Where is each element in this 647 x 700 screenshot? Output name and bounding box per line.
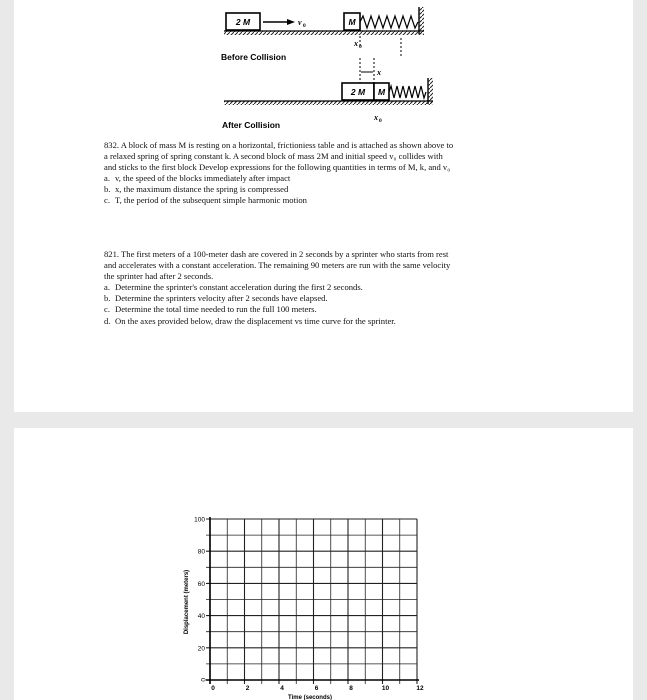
part-label: d. bbox=[104, 315, 111, 326]
graph-axes bbox=[206, 517, 419, 684]
x-tick-label: 4 bbox=[280, 685, 284, 692]
part-text: v, the speed of the blocks immediately after impact bbox=[115, 173, 291, 184]
block-2m-after-label: 2 M bbox=[350, 87, 366, 97]
graph-grid bbox=[206, 519, 417, 684]
x-tick-labels bbox=[211, 685, 424, 692]
problem-821-part-c bbox=[104, 304, 554, 315]
velocity-subscript: 0 bbox=[303, 23, 306, 29]
displacement-time-graph bbox=[14, 428, 633, 700]
x-tick-label: 12 bbox=[416, 685, 424, 692]
y-tick-label: 60 bbox=[197, 580, 205, 588]
problem-832 bbox=[104, 140, 554, 207]
x-tick-label: 10 bbox=[381, 685, 390, 692]
part-text: T, the period of the subsequent simple harmonic motion bbox=[115, 195, 307, 206]
velocity-label: v bbox=[298, 18, 302, 27]
spring-before bbox=[360, 16, 418, 28]
collision-diagram bbox=[14, 0, 633, 140]
before-collision-caption: Before Collision bbox=[221, 52, 287, 62]
y-tick-labels bbox=[194, 517, 207, 682]
block-2m-before-label: 2 M bbox=[235, 17, 251, 27]
y-tick-label: 80 bbox=[197, 548, 205, 556]
x-axis-label: Time (seconds) bbox=[288, 695, 332, 700]
block-m-before-label: M bbox=[348, 17, 356, 27]
worksheet-page-1 bbox=[14, 0, 633, 412]
y-axis-label: Displacement (meters) bbox=[184, 569, 190, 635]
part-text: Determine the total time needed to run the full 100 meters. bbox=[115, 304, 317, 315]
x-tick-label: 2 bbox=[245, 685, 250, 692]
problem-821-part-d bbox=[104, 316, 554, 327]
x0-before-subscript: 0 bbox=[359, 44, 362, 50]
problem-821-line: the sprinter had after 2 seconds. bbox=[104, 271, 214, 282]
velocity-arrowhead bbox=[287, 19, 295, 25]
part-text: x, the maximum distance the spring is compressed bbox=[115, 184, 289, 195]
problem-832-part-a bbox=[104, 173, 554, 184]
y-tick-label: 40 bbox=[197, 613, 205, 621]
x-tick-label: 6 bbox=[314, 685, 319, 692]
part-label: a. bbox=[104, 282, 110, 293]
y-tick-label: 0 bbox=[200, 678, 208, 682]
wall-hatch-before bbox=[419, 7, 424, 34]
y-tick-label: 20 bbox=[197, 645, 205, 653]
x-tick-label: 8 bbox=[349, 685, 353, 692]
part-label: c. bbox=[104, 304, 110, 315]
spring-after bbox=[389, 86, 426, 98]
problem-832-line: and sticks to the first block Develop expressions for the following quantities in terms of M, k, and v₀ bbox=[104, 162, 451, 173]
problem-832-part-b bbox=[104, 184, 554, 195]
block-m-after-label: M bbox=[377, 87, 386, 97]
x0-after-subscript: 0 bbox=[379, 118, 382, 124]
problem-821-line: and accelerates with a constant acceleration. The remaining 90 meters are run with the same velocity bbox=[104, 260, 451, 271]
worksheet-page-2 bbox=[14, 428, 633, 700]
part-label: c. bbox=[104, 195, 110, 206]
x0-before-label: x bbox=[354, 39, 358, 48]
problem-821-part-a bbox=[104, 282, 554, 293]
x0-after-label: x bbox=[374, 113, 378, 122]
part-text: On the axes provided below, draw the displacement vs time curve for the sprinter. bbox=[115, 315, 396, 326]
part-label: a. bbox=[104, 173, 110, 184]
y-tick-label: 100 bbox=[194, 516, 205, 524]
problem-832-line: a relaxed spring of spring constant k. A second block of mass 2M and initial speed v₀ collides with bbox=[104, 151, 443, 162]
part-text: Determine the sprinters velocity after 2 seconds have elapsed. bbox=[115, 293, 328, 304]
problem-832-line: 832. A block of mass M is resting on a horizontal, frictioniess table and is attached as shown above to bbox=[104, 140, 454, 150]
x-label: x bbox=[377, 68, 381, 77]
wall-hatch-after bbox=[428, 78, 433, 104]
after-collision-caption: After Collision bbox=[222, 120, 281, 130]
problem-832-part-c bbox=[104, 195, 554, 206]
part-text: Determine the sprinter's constant acceleration during the first 2 seconds. bbox=[115, 282, 363, 293]
x-tick-label: 0 bbox=[211, 685, 215, 692]
problem-821-part-b bbox=[104, 293, 554, 304]
problem-821-line: 821. The first meters of a 100-meter dash are covered in 2 seconds by a sprinter who starts from rest bbox=[104, 249, 449, 259]
part-label: b. bbox=[104, 293, 111, 304]
part-label: b. bbox=[104, 184, 111, 195]
problem-821 bbox=[104, 249, 554, 327]
